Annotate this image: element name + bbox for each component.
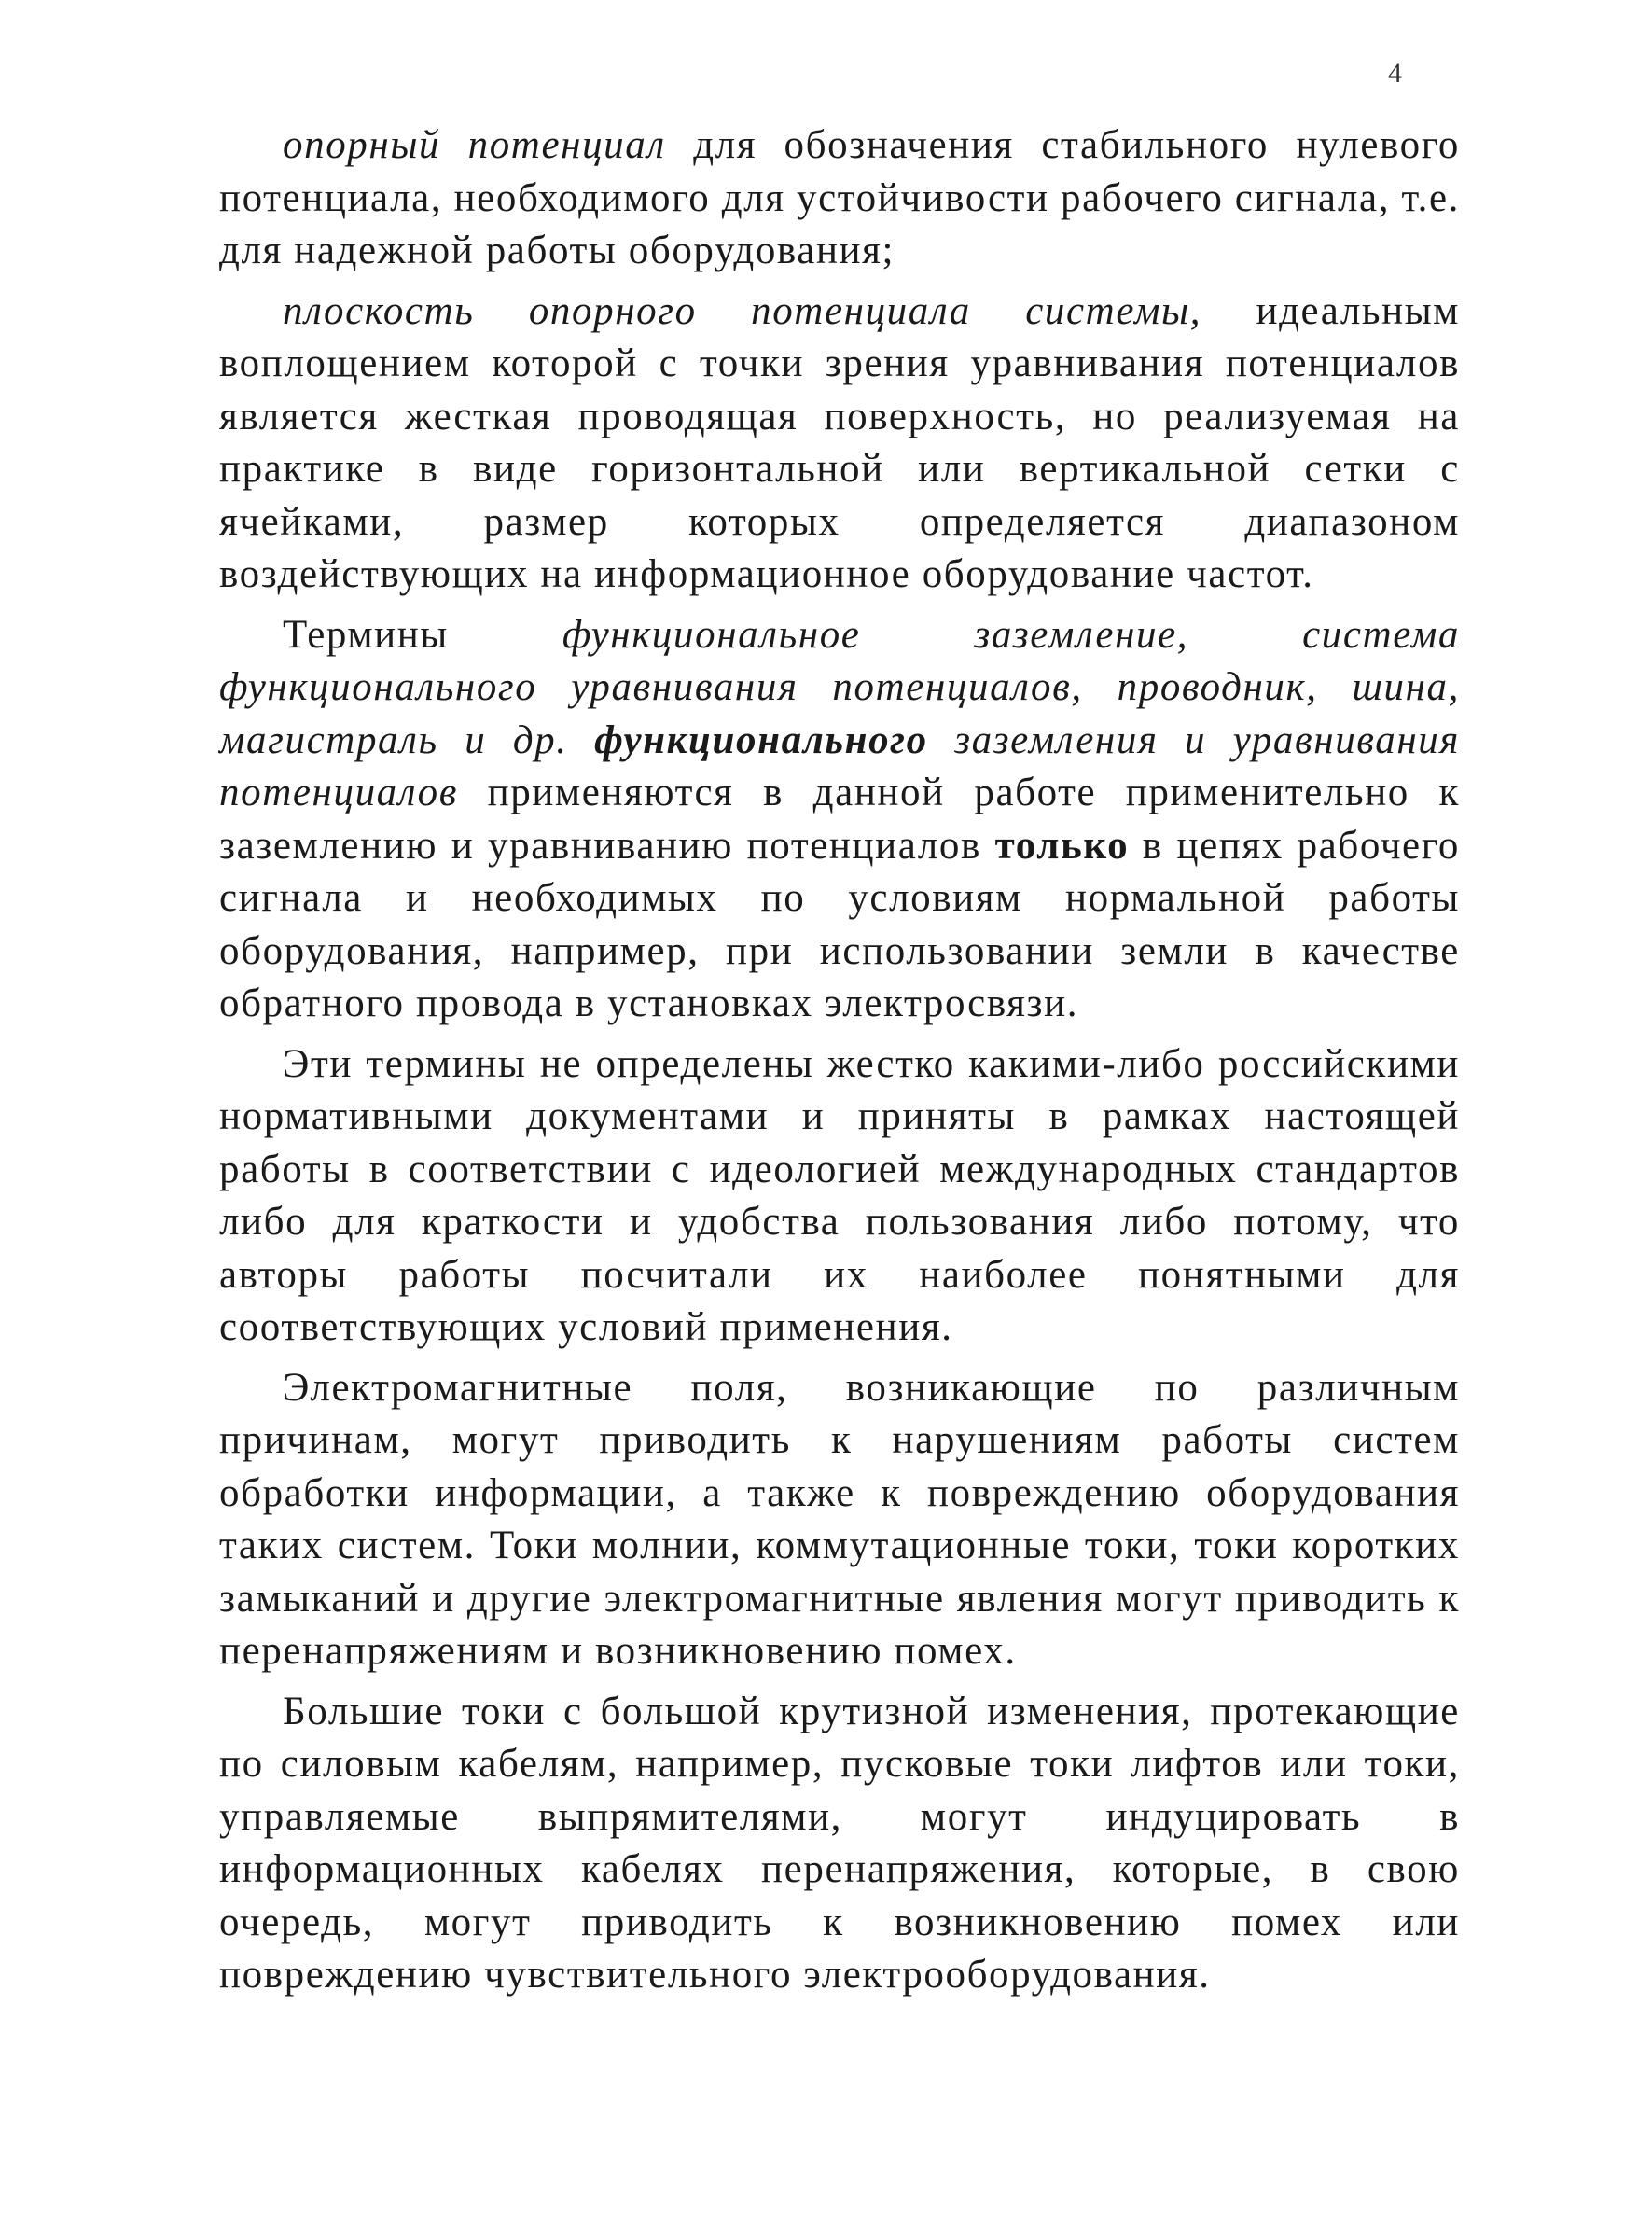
paragraph-text: для обозначения стабильного нулевого потенциала, необходимого для устойчивости рабочего сигнала, т.е. для надежной работы оборудования; [219,123,1460,272]
paragraph-text: в цепях рабочего сигнала и необходимых по условиям нормальной работы оборудования, например, при использовании земли в качестве обратного провода в установках электросвязи. [219,823,1461,1025]
term-list-part1: функциональное заземление, система функционального уравнивания потенциалов, проводник, шина, магистраль и др. [219,612,1460,762]
paragraph-text: применяются в данной работе применительно к заземлению и уравниванию потенциалов [219,771,1460,868]
term-list-part2: заземления и уравнивания потенциалов [219,717,1460,814]
paragraph-text: идеальным воплощением которой с точки зрения уравнивания потенциалов является жесткая проводящая поверхность, но реализуемая на практике в виде горизонтальной или вертикальной сетки с ячейками, размер которых определяется диапазоном воздействующих на информационное оборудование частот. [219,288,1460,596]
paragraph-reference-plane [219,285,1460,602]
term-reference-plane: плоскость опорного потенциала системы, [283,288,1202,333]
paragraph-large-currents: Большие токи с большой крутизной изменения, протекающие по силовым кабелям, например, пусковые токи лифтов или токи, управляемые выпрямителями, могут индуцировать в информационных кабелях перенапряжения, которые, в свою очередь, могут приводить к возникновению помех или повреждению чувствительного электрооборудования. [219,1689,1460,1997]
body-text [219,119,1460,2010]
paragraph-reference-potential [219,119,1460,278]
paragraph-definitions-note: Эти термины не определены жестко какими-либо российскими нормативными документами и приняты в рамках настоящей работы в соответствии с идеологией международных стандартов либо для краткости и удобства пользования либо потому, что авторы работы посчитали их наиболее понятными для соответствующих условий применения. [219,1041,1460,1349]
term-reference-potential: опорный потенциал [283,123,666,167]
paragraph-terms [219,609,1460,1031]
paragraph-lead: Термины [283,612,562,657]
paragraph-electromagnetic-fields: Электромагнитные поля, возникающие по различным причинам, могут приводить к нарушениям работы систем обработки информации, а также к повреждению оборудования таких систем. Токи молнии, коммутационные токи, токи коротких замыканий и другие электромагнитные явления могут приводить к перенапряжениям и возникновению помех. [219,1365,1460,1673]
term-bold-functional: функционального [594,717,928,762]
emphasis-only: только [994,823,1130,868]
page-number: 4 [1388,58,1402,89]
